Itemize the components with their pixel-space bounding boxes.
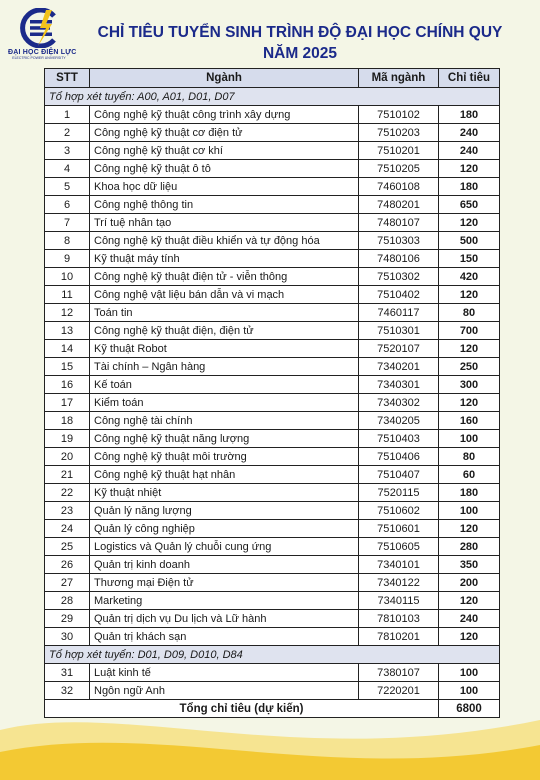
cell-code: 7340302: [359, 394, 439, 412]
cell-major: Công nghệ kỹ thuật điều khiển và tự động hóa: [90, 232, 359, 250]
cell-code: 7810103: [359, 610, 439, 628]
admission-quota-table: [44, 68, 500, 718]
cell-major: Marketing: [90, 592, 359, 610]
cell-major: Kỹ thuật máy tính: [90, 250, 359, 268]
group-header-row: [45, 88, 500, 106]
cell-code: 7810201: [359, 628, 439, 646]
table-row: [45, 664, 500, 682]
cell-stt: 3: [45, 142, 90, 160]
cell-stt: 23: [45, 502, 90, 520]
cell-quota: 120: [439, 160, 500, 178]
cell-code: 7480106: [359, 250, 439, 268]
cell-quota: 100: [439, 430, 500, 448]
table-row: [45, 592, 500, 610]
table-row: [45, 628, 500, 646]
cell-code: 7510601: [359, 520, 439, 538]
cell-stt: 25: [45, 538, 90, 556]
cell-stt: 32: [45, 682, 90, 700]
cell-major: Quản trị khách sạn: [90, 628, 359, 646]
cell-stt: 20: [45, 448, 90, 466]
cell-stt: 4: [45, 160, 90, 178]
cell-code: 7510602: [359, 502, 439, 520]
cell-code: 7340205: [359, 412, 439, 430]
cell-stt: 5: [45, 178, 90, 196]
cell-stt: 9: [45, 250, 90, 268]
cell-quota: 650: [439, 196, 500, 214]
cell-code: 7510302: [359, 268, 439, 286]
cell-quota: 180: [439, 484, 500, 502]
header-major: Ngành: [90, 69, 359, 88]
table-row: [45, 250, 500, 268]
cell-major: Luật kinh tế: [90, 664, 359, 682]
cell-stt: 15: [45, 358, 90, 376]
group-label: Tổ hợp xét tuyển: D01, D09, D010, D84: [45, 646, 500, 664]
cell-major: Công nghệ tài chính: [90, 412, 359, 430]
header-stt: STT: [45, 69, 90, 88]
cell-code: 7460117: [359, 304, 439, 322]
table-row: [45, 412, 500, 430]
cell-quota: 120: [439, 520, 500, 538]
cell-quota: 700: [439, 322, 500, 340]
table-row: [45, 574, 500, 592]
cell-major: Công nghệ kỹ thuật cơ điện tử: [90, 124, 359, 142]
table-row: [45, 610, 500, 628]
cell-stt: 18: [45, 412, 90, 430]
cell-code: 7510205: [359, 160, 439, 178]
cell-code: 7510303: [359, 232, 439, 250]
cell-stt: 31: [45, 664, 90, 682]
cell-major: Tài chính – Ngân hàng: [90, 358, 359, 376]
cell-stt: 21: [45, 466, 90, 484]
cell-code: 7380107: [359, 664, 439, 682]
cell-quota: 60: [439, 466, 500, 484]
table-row: [45, 196, 500, 214]
table-row: [45, 430, 500, 448]
table-row: [45, 484, 500, 502]
logo-name: ĐẠI HỌC ĐIỆN LỰC: [8, 49, 77, 56]
cell-quota: 80: [439, 448, 500, 466]
cell-code: 7510406: [359, 448, 439, 466]
cell-stt: 2: [45, 124, 90, 142]
cell-quota: 80: [439, 304, 500, 322]
cell-code: 7510203: [359, 124, 439, 142]
cell-major: Quản trị dịch vụ Du lịch và Lữ hành: [90, 610, 359, 628]
cell-quota: 100: [439, 664, 500, 682]
table-row: [45, 124, 500, 142]
cell-major: Quản lý công nghiệp: [90, 520, 359, 538]
cell-major: Thương mại Điện tử: [90, 574, 359, 592]
cell-quota: 420: [439, 268, 500, 286]
cell-major: Kỹ thuật Robot: [90, 340, 359, 358]
cell-quota: 100: [439, 682, 500, 700]
table-header-row: [45, 69, 500, 88]
cell-major: Ngôn ngữ Anh: [90, 682, 359, 700]
table-row: [45, 142, 500, 160]
table-row: [45, 538, 500, 556]
cell-code: 7340115: [359, 592, 439, 610]
cell-major: Trí tuệ nhân tạo: [90, 214, 359, 232]
cell-quota: 120: [439, 628, 500, 646]
title-line-1: CHỈ TIÊU TUYỂN SINH TRÌNH ĐỘ ĐẠI HỌC CHÍNH QUY: [97, 24, 503, 41]
cell-major: Logistics và Quản lý chuỗi cung ứng: [90, 538, 359, 556]
cell-quota: 250: [439, 358, 500, 376]
cell-quota: 200: [439, 574, 500, 592]
cell-major: Khoa học dữ liệu: [90, 178, 359, 196]
table-row: [45, 340, 500, 358]
lightning-e-logo-icon: [16, 8, 62, 48]
cell-major: Công nghệ kỹ thuật cơ khí: [90, 142, 359, 160]
cell-code: 7340301: [359, 376, 439, 394]
cell-code: 7510102: [359, 106, 439, 124]
cell-code: 7510605: [359, 538, 439, 556]
cell-major: Quản lý năng lượng: [90, 502, 359, 520]
cell-quota: 160: [439, 412, 500, 430]
cell-quota: 500: [439, 232, 500, 250]
cell-stt: 29: [45, 610, 90, 628]
table-row: [45, 268, 500, 286]
logo-subtitle: ELECTRIC POWER UNIVERSITY: [12, 56, 66, 60]
cell-major: Công nghệ kỹ thuật năng lượng: [90, 430, 359, 448]
cell-quota: 280: [439, 538, 500, 556]
table-row: [45, 304, 500, 322]
cell-stt: 13: [45, 322, 90, 340]
cell-code: 7340101: [359, 556, 439, 574]
cell-quota: 240: [439, 142, 500, 160]
table-row: [45, 502, 500, 520]
cell-code: 7520107: [359, 340, 439, 358]
total-label: Tổng chỉ tiêu (dự kiến): [45, 700, 439, 718]
table-row: [45, 178, 500, 196]
table-row: [45, 106, 500, 124]
cell-code: 7510407: [359, 466, 439, 484]
cell-quota: 120: [439, 214, 500, 232]
cell-quota: 120: [439, 340, 500, 358]
cell-major: Kỹ thuật nhiệt: [90, 484, 359, 502]
cell-quota: 100: [439, 502, 500, 520]
cell-major: Công nghệ kỹ thuật ô tô: [90, 160, 359, 178]
cell-major: Công nghệ kỹ thuật điện tử - viễn thông: [90, 268, 359, 286]
cell-stt: 8: [45, 232, 90, 250]
cell-stt: 10: [45, 268, 90, 286]
table-row: [45, 160, 500, 178]
cell-code: 7480201: [359, 196, 439, 214]
cell-quota: 300: [439, 376, 500, 394]
cell-quota: 120: [439, 592, 500, 610]
cell-major: Công nghệ vật liệu bán dẫn và vi mạch: [90, 286, 359, 304]
table-row: [45, 682, 500, 700]
page-title: [60, 22, 540, 64]
cell-code: 7340122: [359, 574, 439, 592]
cell-stt: 11: [45, 286, 90, 304]
cell-quota: 180: [439, 178, 500, 196]
cell-code: 7480107: [359, 214, 439, 232]
header-quota: Chỉ tiêu: [439, 69, 500, 88]
cell-stt: 27: [45, 574, 90, 592]
table-row: [45, 322, 500, 340]
cell-major: Kế toán: [90, 376, 359, 394]
group-label: Tổ hợp xét tuyển: A00, A01, D01, D07: [45, 88, 500, 106]
cell-major: Công nghệ kỹ thuật môi trường: [90, 448, 359, 466]
group-header-row: [45, 646, 500, 664]
cell-stt: 7: [45, 214, 90, 232]
cell-major: Công nghệ thông tin: [90, 196, 359, 214]
cell-major: Quản trị kinh doanh: [90, 556, 359, 574]
cell-stt: 1: [45, 106, 90, 124]
cell-code: 7520115: [359, 484, 439, 502]
cell-quota: 350: [439, 556, 500, 574]
cell-stt: 22: [45, 484, 90, 502]
table-row: [45, 232, 500, 250]
table-row: [45, 466, 500, 484]
cell-major: Toán tin: [90, 304, 359, 322]
cell-code: 7510403: [359, 430, 439, 448]
cell-code: 7510301: [359, 322, 439, 340]
table-row: [45, 448, 500, 466]
cell-stt: 17: [45, 394, 90, 412]
cell-code: 7220201: [359, 682, 439, 700]
cell-major: Kiểm toán: [90, 394, 359, 412]
table-row: [45, 358, 500, 376]
table-row: [45, 556, 500, 574]
table-row: [45, 376, 500, 394]
table-row: [45, 520, 500, 538]
cell-stt: 16: [45, 376, 90, 394]
cell-stt: 19: [45, 430, 90, 448]
cell-stt: 26: [45, 556, 90, 574]
cell-stt: 30: [45, 628, 90, 646]
cell-code: 7340201: [359, 358, 439, 376]
cell-stt: 12: [45, 304, 90, 322]
cell-stt: 28: [45, 592, 90, 610]
cell-stt: 24: [45, 520, 90, 538]
table-row: [45, 394, 500, 412]
cell-major: Công nghệ kỹ thuật hạt nhân: [90, 466, 359, 484]
cell-quota: 180: [439, 106, 500, 124]
cell-major: Công nghệ kỹ thuật công trình xây dựng: [90, 106, 359, 124]
cell-code: 7510402: [359, 286, 439, 304]
cell-major: Công nghệ kỹ thuật điện, điện tử: [90, 322, 359, 340]
cell-stt: 14: [45, 340, 90, 358]
total-value: 6800: [439, 700, 500, 718]
cell-quota: 150: [439, 250, 500, 268]
header-code: Mã ngành: [359, 69, 439, 88]
table-row: [45, 286, 500, 304]
cell-quota: 120: [439, 286, 500, 304]
cell-quota: 240: [439, 124, 500, 142]
table-row: [45, 214, 500, 232]
cell-quota: 240: [439, 610, 500, 628]
cell-quota: 120: [439, 394, 500, 412]
cell-code: 7460108: [359, 178, 439, 196]
total-row: [45, 700, 500, 718]
cell-code: 7510201: [359, 142, 439, 160]
cell-stt: 6: [45, 196, 90, 214]
title-line-2: NĂM 2025: [262, 45, 338, 62]
